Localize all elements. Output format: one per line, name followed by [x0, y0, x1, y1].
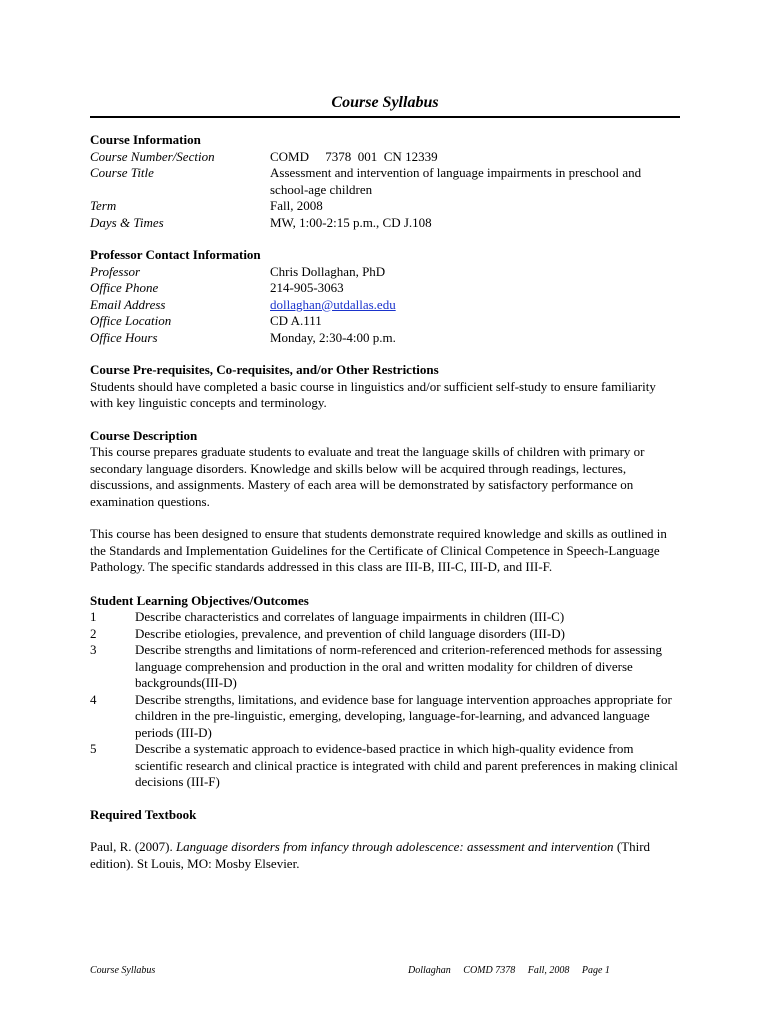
term-row — [90, 198, 680, 215]
office-hours-row — [90, 330, 680, 347]
objective-text: Describe strengths and limitations of norm-referenced and criterion-referenced methods for assessing language comprehension and production in the oral and written modality for children of diverse backgrounds(III-D) — [135, 642, 663, 690]
footer-left-text: Course Syllabus — [90, 965, 156, 976]
professor-label: Professor — [90, 263, 141, 279]
objective-text: Describe characteristics and correlates of language impairments in children (III-C) — [135, 609, 565, 624]
email-row — [90, 297, 680, 314]
professor-contact-heading: Professor Contact Information — [90, 247, 261, 262]
days-times-label: Days & Times — [90, 214, 164, 230]
email-link[interactable]: dollaghan@utdallas.edu — [270, 296, 396, 312]
course-description-paragraph-2: This course has been designed to ensure that students demonstrate required knowledge and skills as outlined in the Standards and Implementation Guidelines for the Certificate of Clinical Competence in Speech-Language Pathology. The specific standards addressed in this class are III-B, III-C, III-D, and III-F. — [90, 526, 667, 574]
objective-item — [90, 642, 680, 692]
objective-number: 2 — [90, 625, 97, 641]
course-title-row — [90, 165, 680, 198]
course-information-heading: Course Information — [90, 132, 201, 147]
office-phone-row — [90, 280, 680, 297]
objective-item — [90, 692, 680, 742]
office-hours-value: Monday, 2:30-4:00 p.m. — [270, 329, 396, 345]
objective-number: 3 — [90, 642, 97, 657]
textbook-citation — [90, 839, 680, 872]
objective-number: 4 — [90, 691, 97, 707]
objective-item — [90, 609, 680, 626]
days-times-value: MW, 1:00-2:15 p.m., CD J.108 — [270, 214, 432, 230]
office-phone-label: Office Phone — [90, 280, 159, 295]
textbook-publisher: (Third edition). St Louis, MO: Mosby Elsevier. — [90, 839, 651, 871]
course-number-row — [90, 149, 680, 166]
email-label: Email Address — [90, 296, 166, 312]
objective-item — [90, 626, 680, 643]
office-phone-value: 214-905-3063 — [270, 280, 344, 295]
course-title-value: Assessment and intervention of language impairments in preschool and school-age children — [270, 165, 642, 197]
prerequisites-text: Students should have completed a basic course in linguistics and/or sufficient self-study to ensure familiarity with key linguistic concepts and terminology. — [90, 378, 656, 410]
objective-number: 5 — [90, 741, 97, 756]
course-description-paragraph-1: This course prepares graduate students to evaluate and treat the language skills of children with primary or secondary language disorders. Knowledge and skills below will be acquired through readings, lectures, discussions, and assignments. Mastery of each area will be demonstrated by satisfactory performance on examination questions. — [90, 444, 645, 509]
objective-number: 1 — [90, 609, 97, 624]
office-location-value: CD A.111 — [270, 313, 322, 328]
objective-text: Describe strengths, limitations, and evidence base for language intervention approaches appropriate for children in the pre-linguistic, emerging, developing, language-for-learning, and advanced language periods (III-D) — [135, 691, 672, 740]
syllabus-page — [90, 92, 680, 872]
days-times-row — [90, 215, 680, 232]
term-label: Term — [90, 198, 117, 213]
required-textbook-heading: Required Textbook — [90, 806, 197, 822]
learning-objectives-heading: Student Learning Objectives/Outcomes — [90, 592, 309, 608]
footer-right-text: Dollaghan COMD 7378 Fall, 2008 Page 1 — [408, 965, 610, 976]
course-description-heading: Course Description — [90, 427, 198, 443]
objective-item — [90, 741, 680, 791]
term-value: Fall, 2008 — [270, 198, 323, 213]
objective-text: Describe etiologies, prevalence, and prevention of child language disorders (III-D) — [135, 625, 565, 641]
course-title-label: Course Title — [90, 165, 154, 180]
course-number-value: COMD 7378 001 CN 12339 — [270, 148, 438, 164]
professor-row — [90, 264, 680, 281]
office-location-label: Office Location — [90, 313, 172, 328]
prerequisites-heading: Course Pre-requisites, Co-requisites, and/or Other Restrictions — [90, 362, 439, 377]
course-number-label: Course Number/Section — [90, 148, 215, 164]
professor-value: Chris Dollaghan, PhD — [270, 263, 386, 279]
office-hours-label: Office Hours — [90, 329, 158, 345]
objective-text: Describe a systematic approach to evidence-based practice in which high-quality evidence from scientific research and clinical practice is integrated with child and parent preferences in making clinical decisions (III-F) — [135, 741, 678, 789]
page-title: Course Syllabus — [90, 92, 680, 118]
textbook-title: Language disorders from infancy through adolescence: assessment and intervention — [175, 839, 614, 854]
textbook-author: Paul, R. (2007). — [90, 839, 176, 854]
office-location-row — [90, 313, 680, 330]
